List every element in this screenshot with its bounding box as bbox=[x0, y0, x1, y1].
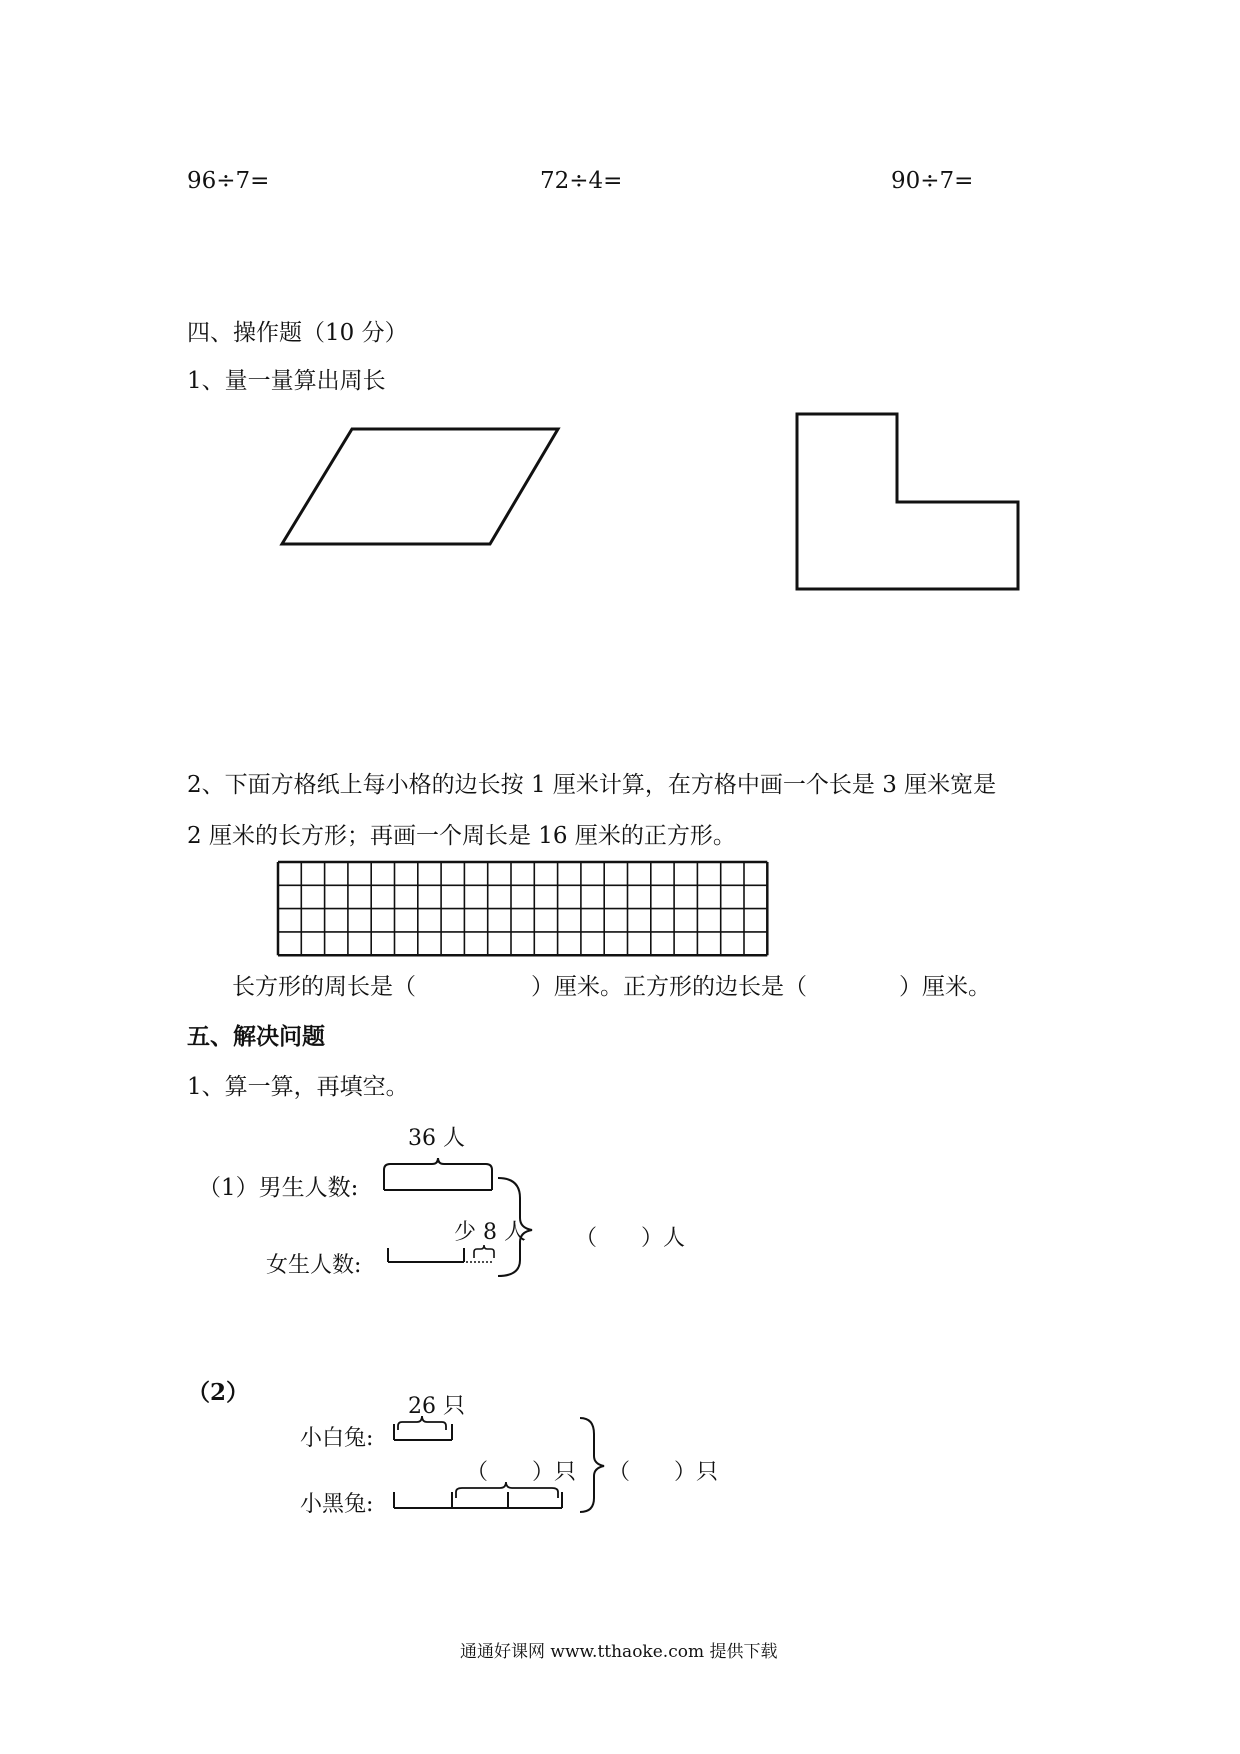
p1-answer: （ ）人 bbox=[575, 1226, 686, 1251]
section4-question-1: 1、量一量算出周长 bbox=[187, 368, 386, 394]
p1-girls-label: 女生人数: bbox=[266, 1253, 362, 1278]
p2-black-label: 小黑兔: bbox=[300, 1492, 374, 1517]
p2-white-brace bbox=[398, 1416, 446, 1430]
division-problem-3: 90÷7= bbox=[891, 168, 974, 194]
division-problem-1: 96÷7= bbox=[187, 168, 270, 194]
section4-title: 四、操作题（10 分） bbox=[187, 320, 408, 346]
section5-question-1: 1、算一算，再填空。 bbox=[187, 1074, 409, 1100]
p1-fewer-label: 少 8 人 bbox=[454, 1220, 526, 1245]
section4-question-2-line1: 2、下面方格纸上每小格的边长按 1 厘米计算，在方格中画一个长是 3 厘米宽是 bbox=[187, 772, 997, 798]
p2-label: （2） bbox=[187, 1379, 250, 1406]
section5-title: 五、解决问题 bbox=[187, 1023, 325, 1050]
p2-total-answer: （ ）只 bbox=[608, 1460, 719, 1485]
p2-black-answer: （ ）只 bbox=[466, 1460, 577, 1485]
section4-question-2-line2: 2 厘米的长方形；再画一个周长是 16 厘米的正方形。 bbox=[187, 823, 736, 849]
footer-text: 通通好课网 www.tthaoke.com 提供下载 bbox=[460, 1642, 778, 1662]
p2-right-brace bbox=[580, 1418, 604, 1512]
p2-white-count: 26 只 bbox=[408, 1394, 465, 1419]
p2-white-label: 小白兔: bbox=[300, 1426, 374, 1451]
answer-line: 长方形的周长是（ ）厘米。正方形的边长是（ ）厘米。 bbox=[232, 974, 991, 1000]
division-problem-2: 72÷4= bbox=[540, 168, 623, 194]
p1-total-label: 36 人 bbox=[408, 1126, 465, 1151]
p1-boys-label: （1）男生人数: bbox=[198, 1175, 359, 1201]
